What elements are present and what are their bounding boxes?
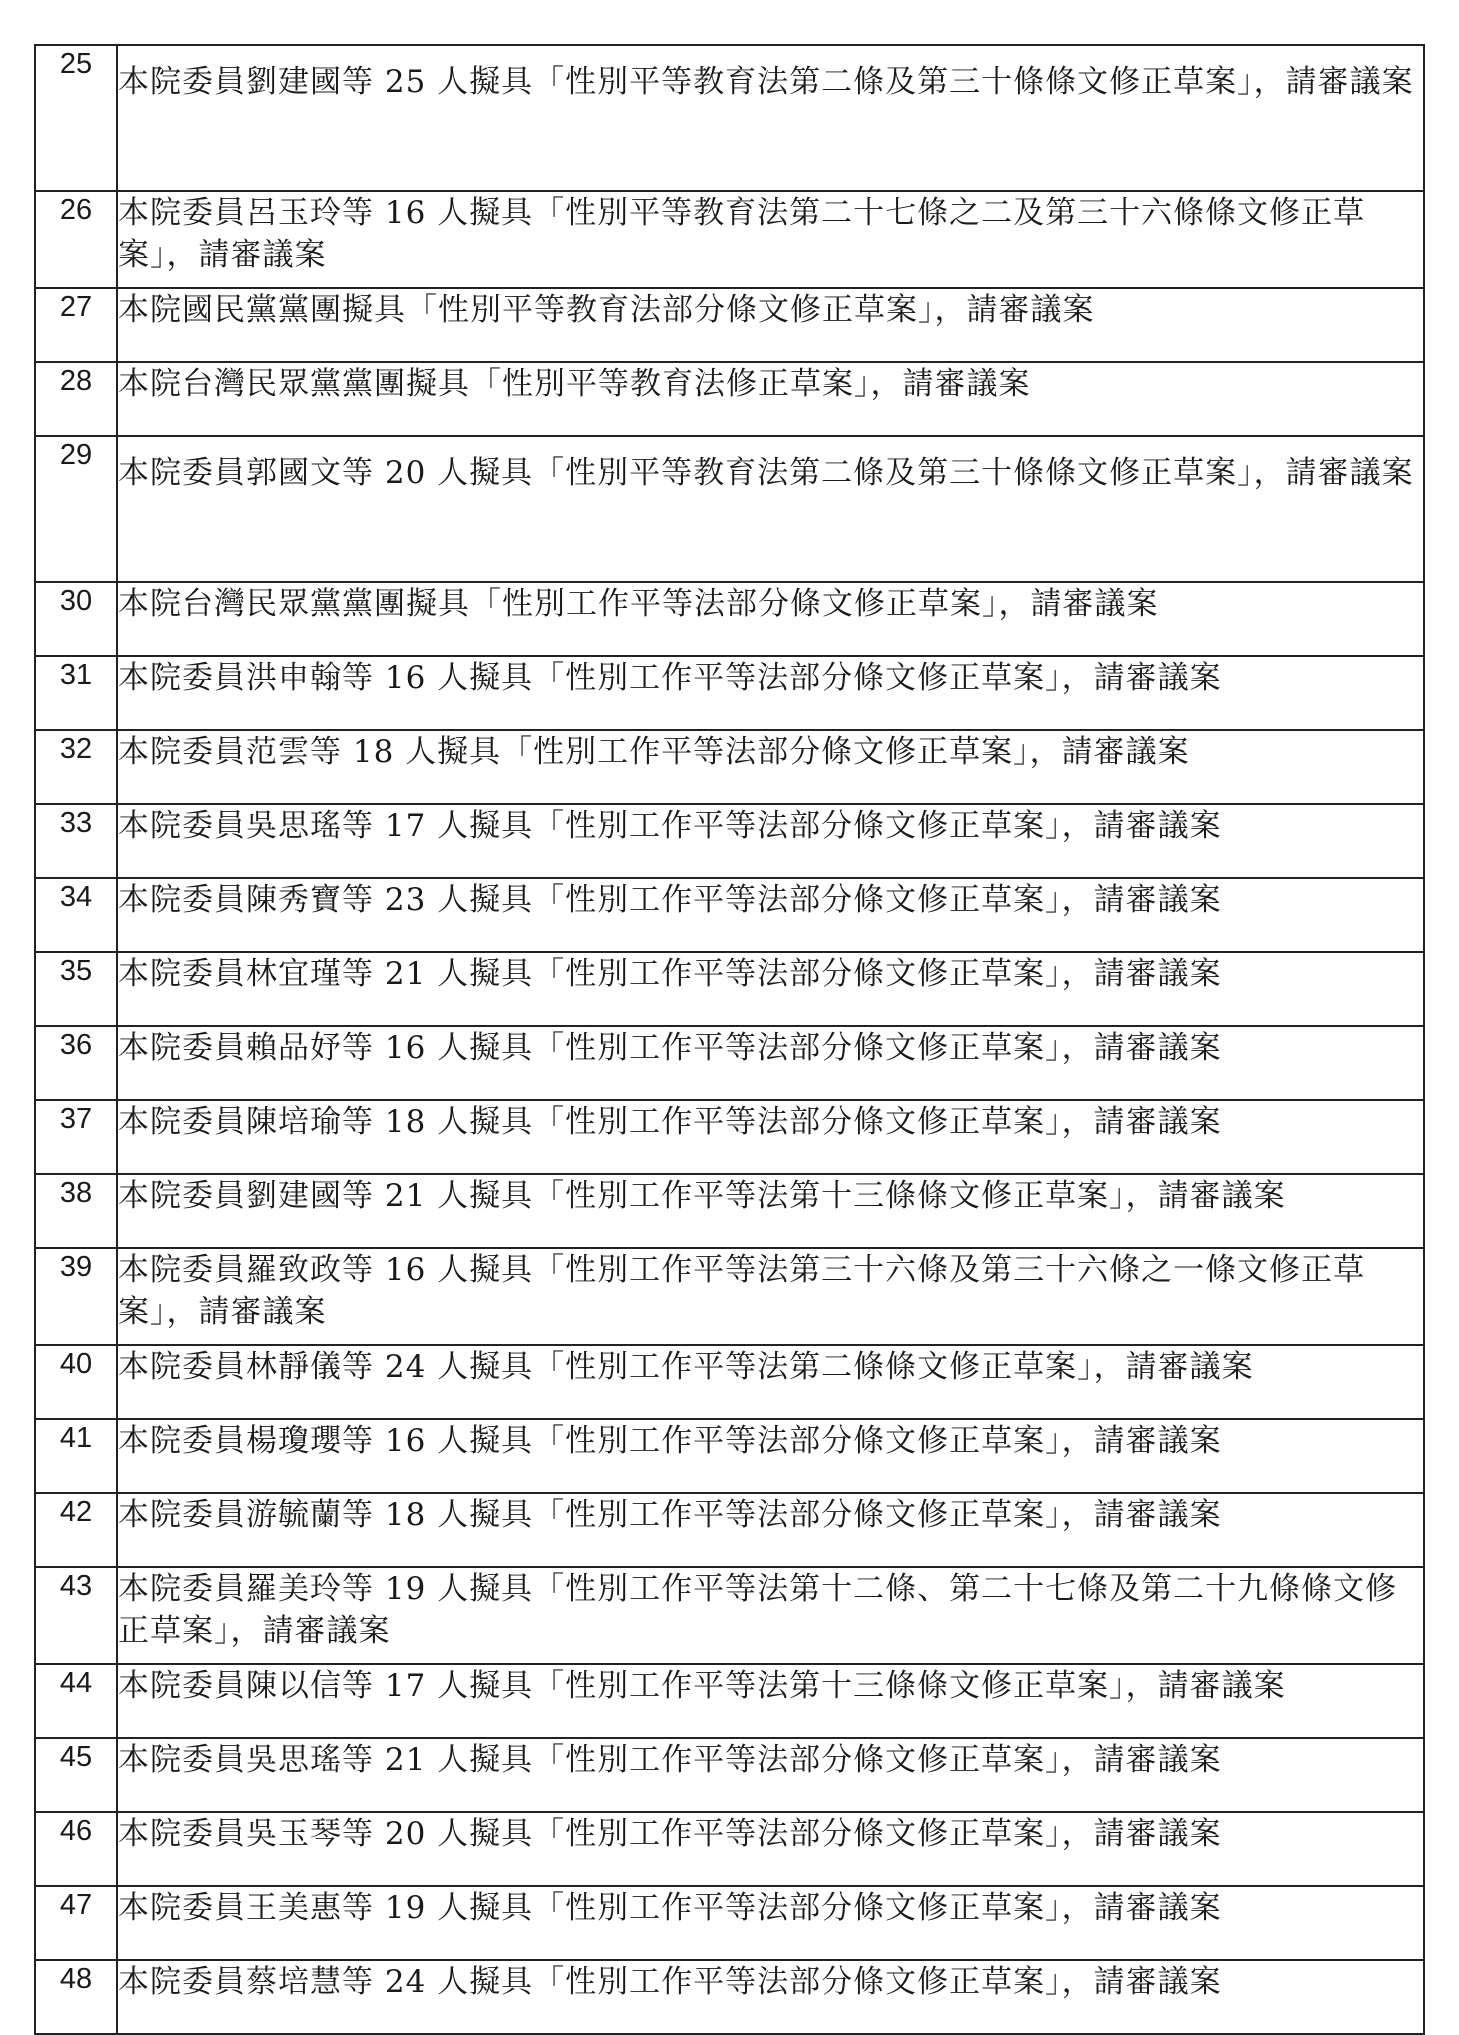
table-row xyxy=(35,878,1424,952)
item-number: 35 xyxy=(35,952,117,1026)
item-description: 本院委員吳思瑤等 17 人擬具「性別工作平等法部分條文修正草案」，請審議案 xyxy=(117,804,1424,878)
item-number: 25 xyxy=(35,45,117,191)
item-number: 42 xyxy=(35,1493,117,1567)
item-number: 46 xyxy=(35,1812,117,1886)
table-row xyxy=(35,1345,1424,1419)
table-row xyxy=(35,1738,1424,1812)
table-row xyxy=(35,730,1424,804)
item-number: 37 xyxy=(35,1100,117,1174)
item-number: 26 xyxy=(35,191,117,288)
item-description: 本院委員范雲等 18 人擬具「性別工作平等法部分條文修正草案」，請審議案 xyxy=(117,730,1424,804)
table-row xyxy=(35,288,1424,362)
item-description: 本院委員游毓蘭等 18 人擬具「性別工作平等法部分條文修正草案」，請審議案 xyxy=(117,1493,1424,1567)
item-description: 本院委員楊瓊瓔等 16 人擬具「性別工作平等法部分條文修正草案」，請審議案 xyxy=(117,1419,1424,1493)
item-number: 32 xyxy=(35,730,117,804)
item-description: 本院委員羅美玲等 19 人擬具「性別工作平等法第十二條、第二十七條及第二十九條條文修正草案」，請審議案 xyxy=(117,1567,1424,1664)
item-number: 36 xyxy=(35,1026,117,1100)
item-description: 本院委員林宜瑾等 21 人擬具「性別工作平等法部分條文修正草案」，請審議案 xyxy=(117,952,1424,1026)
document-page xyxy=(34,44,1425,2035)
table-row xyxy=(35,582,1424,656)
table-row xyxy=(35,1664,1424,1738)
item-number: 30 xyxy=(35,582,117,656)
table-row xyxy=(35,1026,1424,1100)
table-row xyxy=(35,1812,1424,1886)
table-row xyxy=(35,191,1424,288)
table-row xyxy=(35,436,1424,582)
table-row xyxy=(35,1493,1424,1567)
item-description: 本院委員蔡培慧等 24 人擬具「性別工作平等法部分條文修正草案」，請審議案 xyxy=(117,1960,1424,2034)
item-number: 33 xyxy=(35,804,117,878)
item-number: 41 xyxy=(35,1419,117,1493)
item-number: 47 xyxy=(35,1886,117,1960)
item-description: 本院國民黨黨團擬具「性別平等教育法部分條文修正草案」，請審議案 xyxy=(117,288,1424,362)
table-row xyxy=(35,362,1424,436)
table-row xyxy=(35,45,1424,191)
table-row xyxy=(35,1419,1424,1493)
item-number: 39 xyxy=(35,1248,117,1345)
item-number: 34 xyxy=(35,878,117,952)
item-description: 本院委員陳秀寶等 23 人擬具「性別工作平等法部分條文修正草案」，請審議案 xyxy=(117,878,1424,952)
item-number: 43 xyxy=(35,1567,117,1664)
agenda-table xyxy=(34,44,1425,2035)
item-number: 38 xyxy=(35,1174,117,1248)
item-description: 本院台灣民眾黨黨團擬具「性別平等教育法修正草案」，請審議案 xyxy=(117,362,1424,436)
table-row xyxy=(35,1886,1424,1960)
item-description: 本院委員羅致政等 16 人擬具「性別工作平等法第三十六條及第三十六條之一條文修正草案」，請審議案 xyxy=(117,1248,1424,1345)
item-description: 本院委員林靜儀等 24 人擬具「性別工作平等法第二條條文修正草案」，請審議案 xyxy=(117,1345,1424,1419)
item-number: 40 xyxy=(35,1345,117,1419)
item-description: 本院委員呂玉玲等 16 人擬具「性別平等教育法第二十七條之二及第三十六條條文修正草案」，請審議案 xyxy=(117,191,1424,288)
item-description: 本院委員吳玉琴等 20 人擬具「性別工作平等法部分條文修正草案」，請審議案 xyxy=(117,1812,1424,1886)
table-row xyxy=(35,1174,1424,1248)
item-number: 44 xyxy=(35,1664,117,1738)
table-row xyxy=(35,656,1424,730)
item-description: 本院委員吳思瑤等 21 人擬具「性別工作平等法部分條文修正草案」，請審議案 xyxy=(117,1738,1424,1812)
item-description: 本院委員郭國文等 20 人擬具「性別平等教育法第二條及第三十條條文修正草案」，請審議案 xyxy=(117,436,1424,582)
item-number: 27 xyxy=(35,288,117,362)
table-row xyxy=(35,952,1424,1026)
item-description: 本院委員洪申翰等 16 人擬具「性別工作平等法部分條文修正草案」，請審議案 xyxy=(117,656,1424,730)
item-description: 本院委員賴品妤等 16 人擬具「性別工作平等法部分條文修正草案」，請審議案 xyxy=(117,1026,1424,1100)
item-number: 29 xyxy=(35,436,117,582)
table-row xyxy=(35,804,1424,878)
item-description: 本院委員劉建國等 21 人擬具「性別工作平等法第十三條條文修正草案」，請審議案 xyxy=(117,1174,1424,1248)
table-row xyxy=(35,1248,1424,1345)
item-description: 本院委員陳培瑜等 18 人擬具「性別工作平等法部分條文修正草案」，請審議案 xyxy=(117,1100,1424,1174)
table-row xyxy=(35,1100,1424,1174)
item-number: 31 xyxy=(35,656,117,730)
item-description: 本院委員劉建國等 25 人擬具「性別平等教育法第二條及第三十條條文修正草案」，請審議案 xyxy=(117,45,1424,191)
item-description: 本院委員王美惠等 19 人擬具「性別工作平等法部分條文修正草案」，請審議案 xyxy=(117,1886,1424,1960)
item-description: 本院委員陳以信等 17 人擬具「性別工作平等法第十三條條文修正草案」，請審議案 xyxy=(117,1664,1424,1738)
table-row xyxy=(35,1567,1424,1664)
item-number: 28 xyxy=(35,362,117,436)
item-description: 本院台灣民眾黨黨團擬具「性別工作平等法部分條文修正草案」，請審議案 xyxy=(117,582,1424,656)
item-number: 48 xyxy=(35,1960,117,2034)
item-number: 45 xyxy=(35,1738,117,1812)
